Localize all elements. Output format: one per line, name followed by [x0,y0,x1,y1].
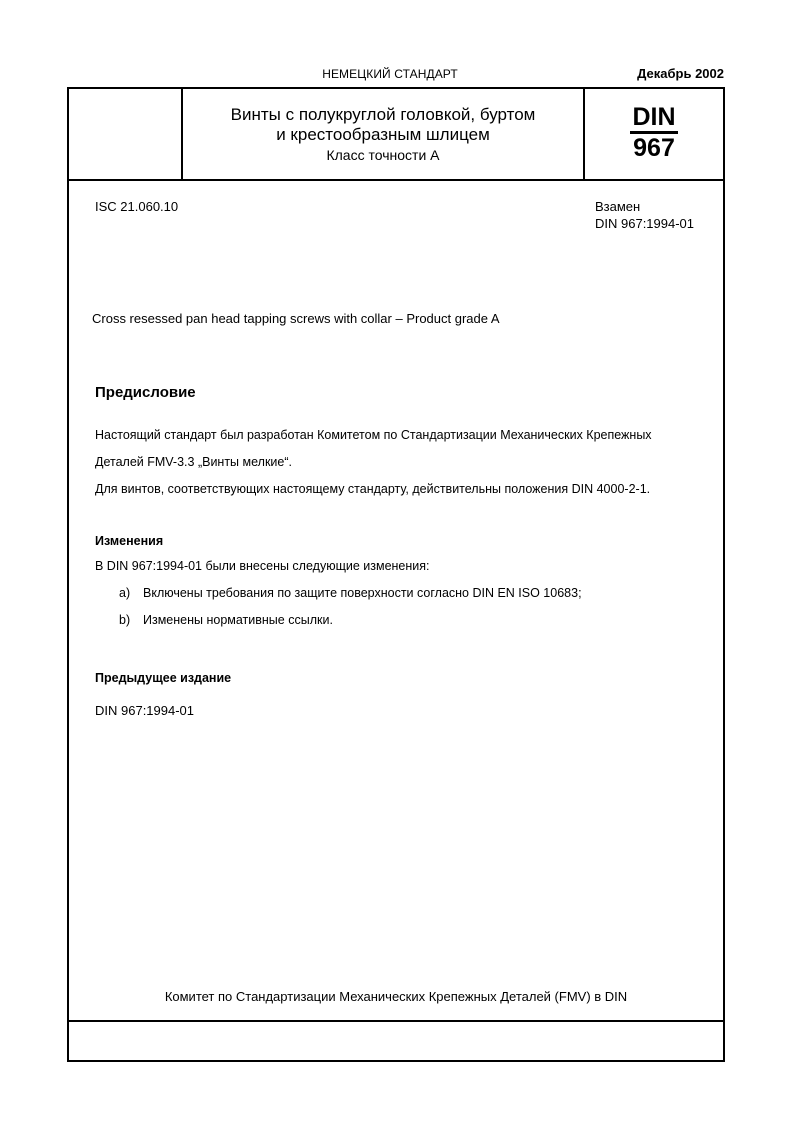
english-title: Cross resessed pan head tapping screws with collar – Product grade A [92,311,500,326]
foreword-paragraph-2: Для винтов, соответствующих настоящему стандарту, действительны положения DIN 4000-2-1. [95,482,651,496]
title-line-2: и крестообразным шлицем [276,125,490,144]
footer-rule [69,1020,723,1022]
title-block [69,89,723,181]
change-item-a-marker: a) [119,586,131,600]
committee-footer: Комитет по Стандартизации Механических Крепежных Деталей (FMV) в DIN [164,989,628,1004]
change-item-a-text: Включены требования по защите поверхности согласно DIN EN ISO 10683; [143,586,582,600]
publication-date: Декабрь 2002 [637,66,724,81]
change-item-b-text: Изменены нормативные ссылки. [143,613,333,627]
din-word: DIN [630,104,677,134]
din-number-box [585,103,723,163]
change-item-b-marker: b) [119,613,131,627]
document-frame [67,87,725,1062]
previous-edition-value: DIN 967:1994-01 [95,703,195,718]
replaces-block [595,198,694,232]
document-title [183,105,583,165]
changes-heading: Изменения [95,534,164,548]
din-number: 967 [633,134,675,162]
title-line-1: Винты с полукруглой головкой, буртом [230,105,536,124]
foreword-heading: Предисловие [95,384,196,401]
standard-type-label: НЕМЕЦКИЙ СТАНДАРТ [322,67,458,81]
previous-edition-heading: Предыдущее издание [95,671,232,685]
replaces-label: Взамен [595,199,641,214]
foreword-paragraph-line-1: Настоящий стандарт был разработан Комитетом по Стандартизации Механических Крепежных [95,428,652,442]
changes-intro: В DIN 967:1994-01 были внесены следующие изменения: [95,559,430,573]
title-line-3: Класс точности A [326,147,440,163]
foreword-paragraph-line-2: Деталей FMV-3.3 „Винты мелкие“. [95,455,292,469]
replaces-value: DIN 967:1994-01 [595,216,695,231]
ics-code: ISC 21.060.10 [95,199,179,214]
